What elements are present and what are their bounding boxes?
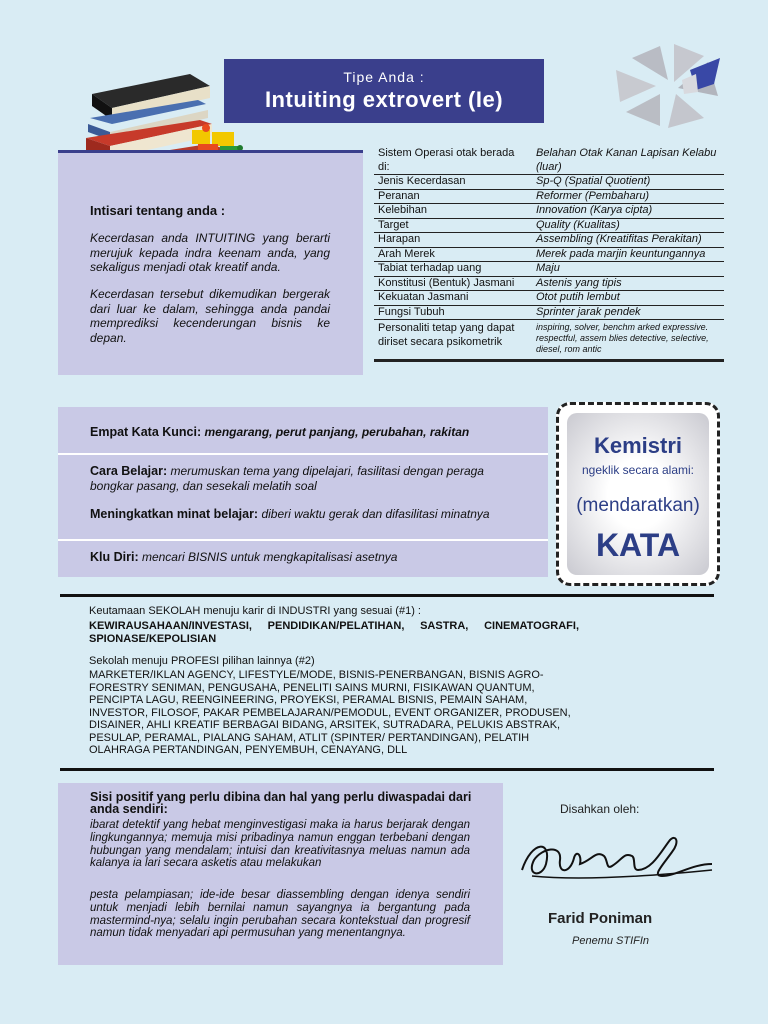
table-row <box>374 262 724 277</box>
keywords-label: Empat Kata Kunci: <box>90 425 202 439</box>
table-key: Kelebihan <box>374 204 532 219</box>
table-value: Belahan Otak Kanan Lapisan Kelabu (luar) <box>532 147 724 175</box>
table-value: inspiring, solver, benchm arked expressive. respectful, assem blies detective, selective, diesel, rom antic <box>532 320 724 361</box>
table-row <box>374 175 724 190</box>
table-key: Tabiat terhadap uang <box>374 262 532 277</box>
sisi-heading: Sisi positif yang perlu dibina dan hal yang perlu diwaspadai dari anda sendiri: <box>90 790 472 816</box>
self-clue-label: Klu Diri: <box>90 550 139 564</box>
learning-label: Cara Belajar: <box>90 464 168 478</box>
table-row <box>374 218 724 233</box>
keywords-panel <box>58 407 548 577</box>
table-key: Personaliti tetap yang dapat diriset secara psikometrik <box>374 320 532 361</box>
table-value: Merek pada marjin keuntungannya <box>532 247 724 262</box>
approved-by-label: Disahkan oleh: <box>560 802 640 816</box>
self-clue-value: mencari BISNIS untuk mengkapitalisasi asetnya <box>141 550 398 564</box>
interest-row <box>90 507 490 521</box>
sisi-paragraph-1: ibarat detektif yang hebat menginvestigasi maka ia harus berjarak dengan lingkungannya; memuja misi pribadinya namun enggan terbebani dengan hubungan yang mendalam; intuisi dan kreativitasnya meluas namun ada kalanya ia lari secara asketis atau melakukan <box>90 819 470 870</box>
sisi-paragraph-2: pesta pelampiasan; ide-ide besar diassembling dengan idenya sendiri untuk menjadi lebih bernilai namun sayangnya ia bergantung pada mastermind-nya; selalu ingin perubahan secara kontekstual dan progresif namun tidak menyadari api permusuhan yang menentangnya. <box>90 889 470 940</box>
badge-keyword: KATA <box>595 527 681 563</box>
table-row <box>374 291 724 306</box>
table-key: Arah Merek <box>374 247 532 262</box>
intisari-paragraph-2: Kecerdasan tersebut dikemudikan bergerak dari luar ke dalam, sehingga anda pandai memprediksi kecenderungan bisnis ke depan. <box>90 287 330 345</box>
badge-title: Kemistri <box>593 433 683 458</box>
signer-role: Penemu STIFIn <box>572 935 650 947</box>
table-value: Sprinter jarak pendek <box>532 305 724 320</box>
interest-value: diberi waktu gerak dan difasilitasi minatnya <box>261 507 490 521</box>
table-key: Sistem Operasi otak berada di: <box>374 147 532 175</box>
intisari-paragraph-1: Kecerdasan anda INTUITING yang berarti merujuk kepada indra keenam anda, yang sekaligus menjadi otak kreatif anda. <box>90 231 330 274</box>
section-divider <box>60 768 714 771</box>
interest-label: Meningkatkan minat belajar: <box>90 507 259 521</box>
kemistri-badge <box>556 402 720 586</box>
type-title: Intuiting extrovert (Ie) <box>264 87 504 112</box>
type-subtitle: Tipe Anda : <box>343 69 425 85</box>
career-intro-1: Keutamaan SEKOLAH menuju karir di INDUSTRI yang sesuai (#1) : <box>89 605 421 617</box>
table-row <box>374 233 724 248</box>
divider <box>58 453 548 455</box>
sisi-panel <box>58 783 503 965</box>
table-key: Kekuatan Jasmani <box>374 291 532 306</box>
table-row <box>374 189 724 204</box>
career-industries: KEWIRAUSAHAAN/INVESTASI, PENDIDIKAN/PELATIHAN, SASTRA, CINEMATOGRAFI, SPIONASE/KEPOLISIAN <box>89 620 579 645</box>
self-clue-row <box>90 550 397 564</box>
table-value: Otot putih lembut <box>532 291 724 306</box>
info-table <box>374 147 724 362</box>
intisari-heading: Intisari tentang anda : <box>90 203 226 218</box>
stifin-logo-icon <box>612 40 724 132</box>
table-row <box>374 320 724 361</box>
learning-value: merumuskan tema yang dipelajari, fasilitasi dengan peraga bongkar pasang, dan sesekali melatih soal <box>90 464 484 493</box>
table-row <box>374 305 724 320</box>
type-title-box <box>224 59 544 123</box>
section-divider <box>60 594 714 597</box>
table-row <box>374 147 724 175</box>
table-value: Innovation (Karya cipta) <box>532 204 724 219</box>
badge-verb: (mendaratkan) <box>576 495 700 516</box>
table-value: Reformer (Pembaharu) <box>532 189 724 204</box>
table-row <box>374 204 724 219</box>
table-row <box>374 247 724 262</box>
table-key: Fungsi Tubuh <box>374 305 532 320</box>
badge-subtitle: ngeklik secara alami: <box>581 463 695 477</box>
table-value: Quality (Kualitas) <box>532 218 724 233</box>
table-key: Peranan <box>374 189 532 204</box>
table-row <box>374 276 724 291</box>
signer-name: Farid Poniman <box>548 910 653 927</box>
table-key: Jenis Kecerdasan <box>374 175 532 190</box>
learning-row <box>90 464 530 494</box>
intisari-panel <box>58 150 363 375</box>
table-key: Harapan <box>374 233 532 248</box>
table-key: Target <box>374 218 532 233</box>
divider <box>58 539 548 541</box>
table-value: Sp-Q (Spatial Quotient) <box>532 175 724 190</box>
table-value: Maju <box>532 262 724 277</box>
badge-inner <box>567 413 709 575</box>
keywords-row <box>90 425 469 439</box>
signature-scribble <box>512 830 724 890</box>
table-value: Assembling (Kreatifitas Perakitan) <box>532 233 724 248</box>
career-professions: MARKETER/IKLAN AGENCY, LIFESTYLE/MODE, BISNIS-PENERBANGAN, BISNIS AGRO-FORESTRY SENIMAN, PENGUSAHA, PENELITI SAINS MURNI, FISIKAWAN QUANTUM, PENCIPTA LAGU, REENGINEERING, PROYEKSI, PERAMAL BISNIS, PEMAIN SAHAM, INVESTOR, FILOSOF, PAKAR PEMBELAJARAN/PEMODUL, EVENT ORGANIZER, PRODUSEN, DISAINER, AHLI KREATIF BERBAGAI BIDANG, ARSITEK, SUTRADARA, PELUKIS ABSTRAK, PESULAP, PERAMAL, PIALANG SAHAM, ATLIT (SPINTER/ PERTANDINGAN), PELATIH OLAHRAGA PERTANDINGAN, PENYEMBUH, CENAYANG, DLL <box>89 669 571 756</box>
table-key: Konstitusi (Bentuk) Jasmani <box>374 276 532 291</box>
keywords-value: mengarang, perut panjang, perubahan, rakitan <box>204 425 470 439</box>
career-intro-2: Sekolah menuju PROFESI pilihan lainnya (#2) <box>89 655 315 667</box>
table-value: Astenis yang tipis <box>532 276 724 291</box>
